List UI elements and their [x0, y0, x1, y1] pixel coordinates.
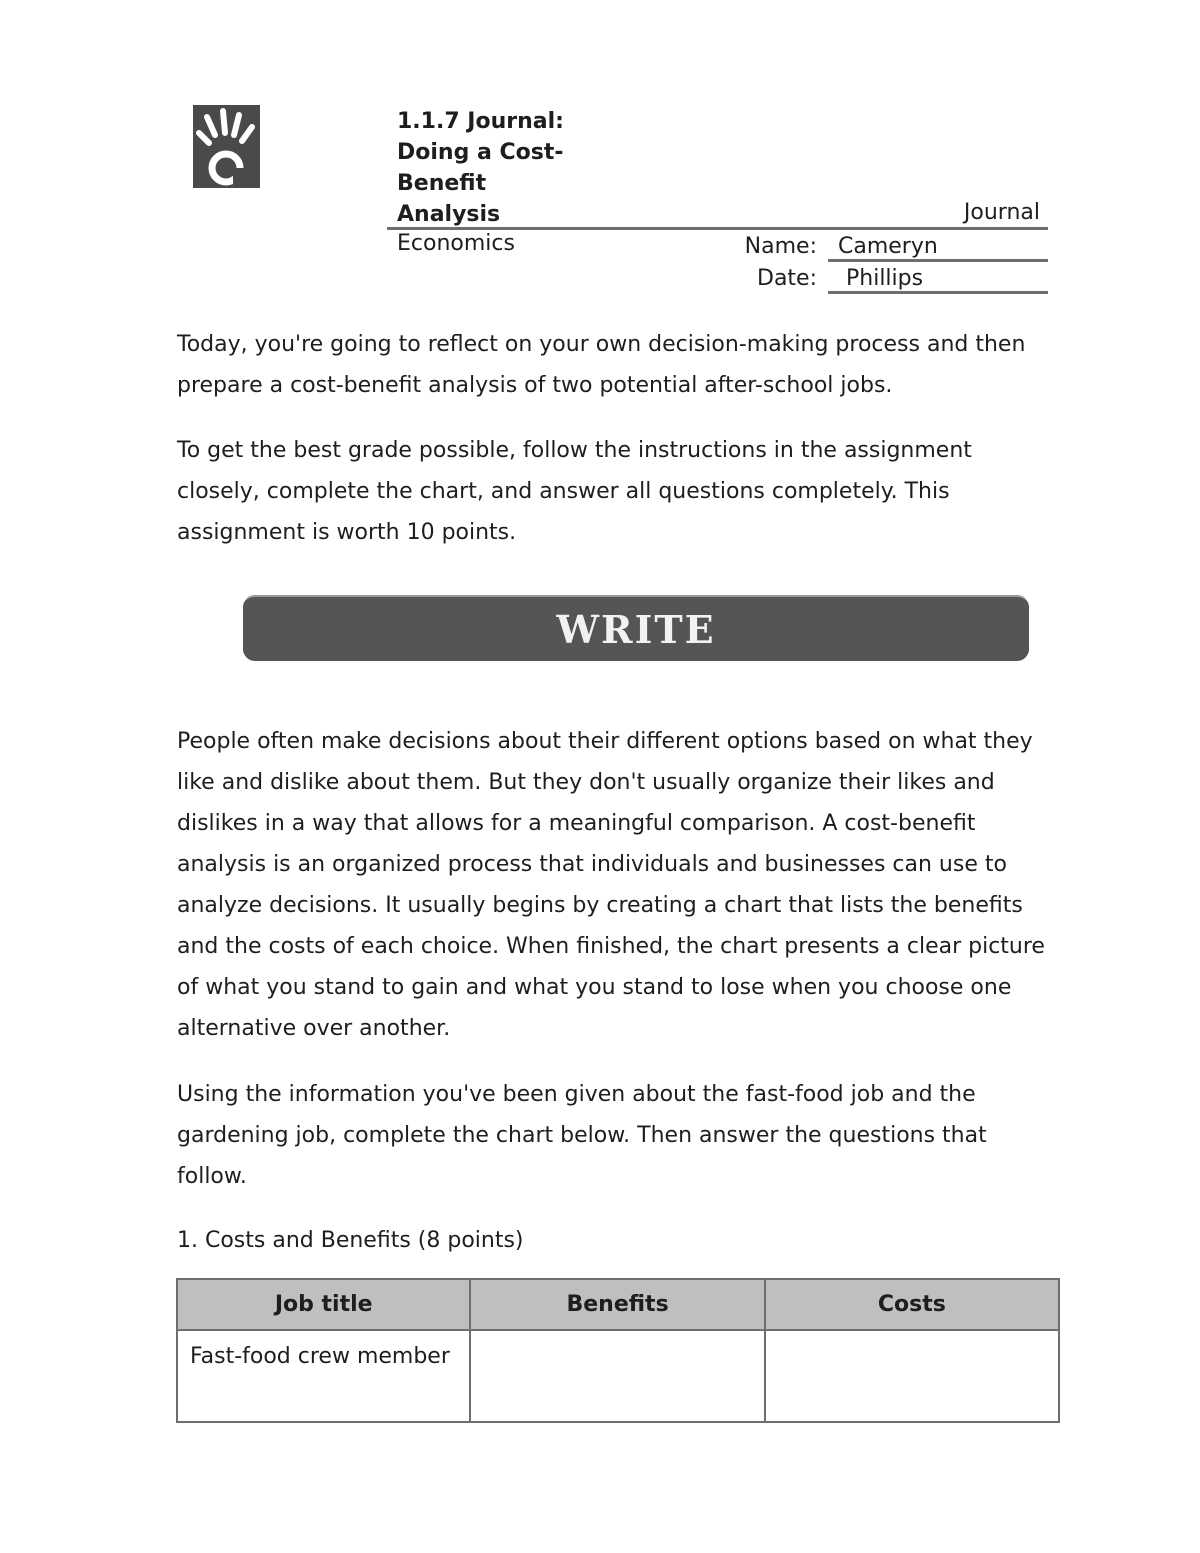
write-banner: [243, 595, 1029, 661]
column-header-job-title: Job title: [177, 1279, 470, 1330]
write-banner-label: WRITE: [556, 606, 716, 652]
costs-cell[interactable]: [765, 1330, 1059, 1422]
title-line: Doing a Cost-: [397, 140, 564, 165]
cost-benefit-table: [176, 1278, 1060, 1423]
name-field-underline: [828, 259, 1048, 262]
subject-label: Economics: [397, 231, 515, 256]
job-title-cell: Fast-food crew member: [177, 1330, 470, 1422]
body-paragraph: Using the information you've been given about the fast-food job and the gardening job, complete the chart below. Then answer the questions that follow.: [177, 1082, 987, 1189]
instructions-paragraph: To get the best grade possible, follow the instructions in the assignment closely, complete the chart, and answer all questions completely. This assignment is worth 10 points.: [177, 438, 972, 545]
section-heading: 1. Costs and Benefits (8 points): [177, 1228, 524, 1253]
title-line: Benefit: [397, 171, 487, 196]
column-header-costs: Costs: [765, 1279, 1059, 1330]
sunburst-lightbulb-logo-icon: [193, 105, 260, 188]
title-line: 1.1.7 Journal:: [397, 109, 564, 134]
date-label: Date:: [757, 266, 817, 291]
date-field-underline: [828, 291, 1048, 294]
column-header-benefits: Benefits: [470, 1279, 764, 1330]
title-line: Analysis: [397, 202, 501, 227]
table-row: [177, 1330, 1059, 1422]
intro-paragraph: Today, you're going to reflect on your own decision-making process and then prepare a cost-benefit analysis of two potential after-school jobs.: [177, 332, 1026, 398]
benefits-cell[interactable]: [470, 1330, 764, 1422]
date-field[interactable]: Phillips: [846, 266, 924, 291]
body-paragraph: People often make decisions about their different options based on what they like and dislike about them. But they don't usually organize their likes and dislikes in a way that allows for a meaningful comparison. A cost-benefit analysis is an organized process that individuals and businesses can use to analyze decisions. It usually begins by creating a chart that lists the benefits and the costs of each choice. When finished, the chart presents a clear picture of what you stand to gain and what you stand to lose when you choose one alternative over another.: [177, 729, 1045, 1041]
journal-title: [397, 106, 597, 230]
name-field[interactable]: Cameryn: [838, 234, 938, 259]
table-header-row: [177, 1279, 1059, 1330]
name-label: Name:: [744, 234, 817, 259]
document-type-label: Journal: [963, 200, 1040, 225]
